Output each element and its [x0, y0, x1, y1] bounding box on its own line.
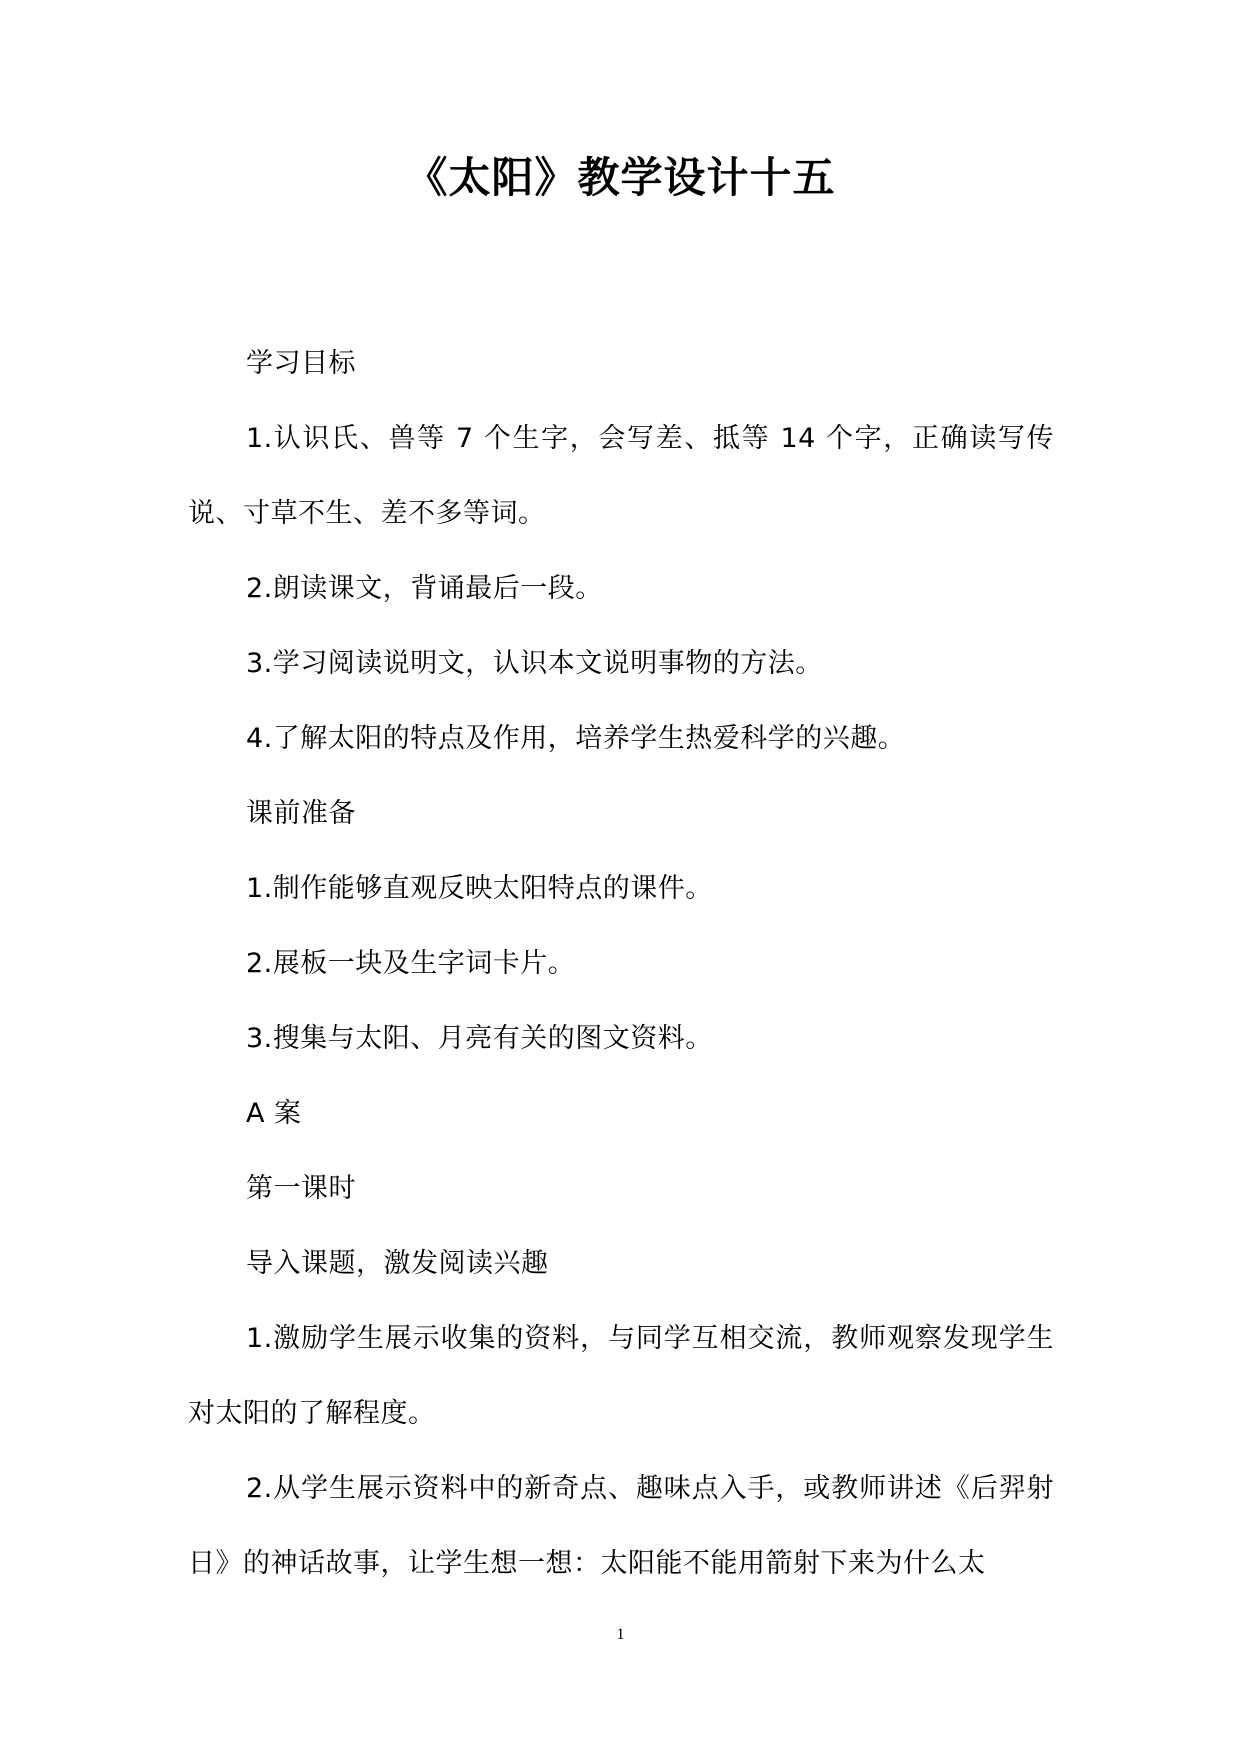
- preparation-item-2: 2.展板一块及生字词卡片。: [246, 948, 576, 979]
- document-title: 《太阳》教学设计十五: [405, 153, 836, 202]
- section-heading-introduction: 导入课题，激发阅读兴趣: [246, 1248, 549, 1279]
- section-heading-first-lesson: 第一课时: [246, 1173, 356, 1204]
- introduction-item-2: 2.从学生展示资料中的新奇点、趣味点入手，或教师讲述《后羿射日》的神话故事，让学生想一想：太阳能不能用箭射下来为什么太: [188, 1473, 1054, 1579]
- section-heading-plan-a: A 案: [246, 1098, 302, 1129]
- section-heading-objectives: 学习目标: [246, 348, 356, 379]
- preparation-item-1: 1.制作能够直观反映太阳特点的课件。: [246, 873, 713, 904]
- page-number: 1: [616, 1626, 625, 1643]
- objective-item-3: 3.学习阅读说明文，认识本文说明事物的方法。: [246, 648, 823, 679]
- objective-item-1: 1.认识氏、兽等 7 个生字，会写差、抵等 14 个字，正确读写传说、寸草不生、差不多等词。: [188, 423, 1054, 529]
- document-body: [188, 326, 1054, 1601]
- introduction-item-1: 1.激励学生展示收集的资料，与同学互相交流，教师观察发现学生对太阳的了解程度。: [188, 1323, 1054, 1429]
- section-heading-preparation: 课前准备: [246, 798, 356, 829]
- objective-item-4: 4.了解太阳的特点及作用，培养学生热爱科学的兴趣。: [246, 723, 906, 754]
- objective-item-2: 2.朗读课文，背诵最后一段。: [246, 573, 603, 604]
- preparation-item-3: 3.搜集与太阳、月亮有关的图文资料。: [246, 1023, 713, 1054]
